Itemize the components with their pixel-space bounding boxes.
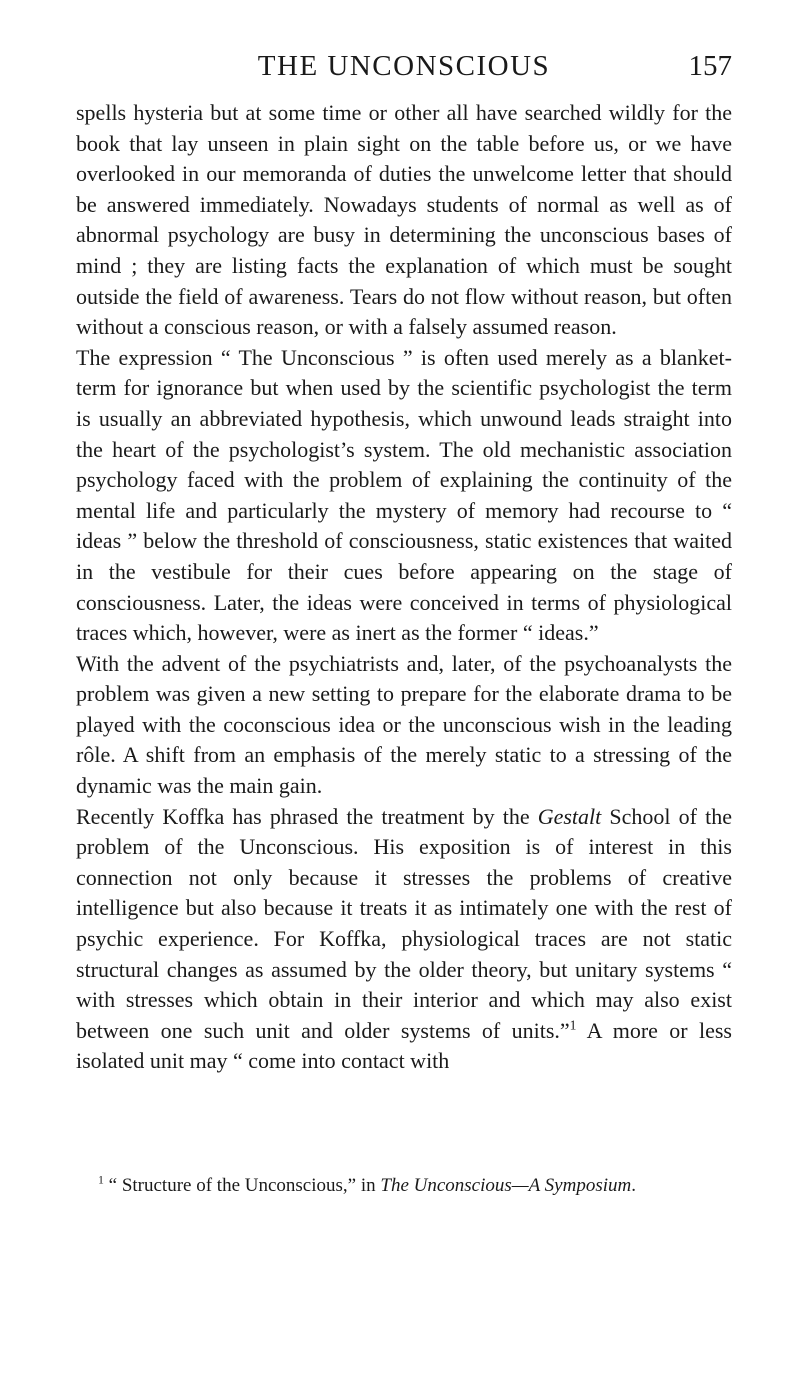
footnote-italic-title: The Unconscious—A Symposium: [380, 1175, 632, 1196]
footnote-end: .: [631, 1175, 636, 1196]
footnote-body: “ Structure of the Unconscious,” in: [103, 1175, 381, 1196]
running-title: THE UNCONSCIOUS: [257, 50, 551, 82]
body-text: [76, 98, 732, 1077]
footnote-text: [76, 1172, 732, 1199]
running-head: [76, 46, 732, 86]
paragraph-4-tail: A more or less isolated unit may “ come into contact with: [76, 1017, 732, 1074]
page-number: 157: [688, 50, 732, 82]
paragraph-4-after: School of the problem of the Unconscious. His exposition is of interest in this connection not only because it stresses the problems of creative intelligence but also because it treats it as intimately one with the rest of psychic experience. For Koffka, physiological traces are not static structural changes as assumed by the older theory, but unitary systems “ with stresses which obtain in their interior and which may also exist between one such unit and older systems of units.”: [76, 803, 732, 1043]
footnote-mark: 1: [98, 1173, 104, 1187]
paragraph-4-before: Recently Koffka has phrased the treatment by the: [76, 803, 538, 829]
paragraph-3: With the advent of the psychiatrists and, later, of the psychoanalysts the problem was given a new setting to prepare for the elaborate drama to be played with the coconscious idea or the unconscious wish in the leading rôle. A shift from an emphasis of the merely static to a stressing of the dynamic was the main gain.: [76, 650, 732, 799]
paragraph-4-italic: Gestalt: [537, 803, 602, 829]
paragraph-1: spells hysteria but at some time or other all have searched wildly for the book that lay unseen in plain sight on the table before us, or we have overlooked in our memoranda of duties the unwelcome letter that should be answered immediately. Nowadays students of normal as well as of abnormal psychology are busy in determining the unconscious bases of mind ; they are listing facts the explanation of which must be sought outside the field of awareness. Tears do not flow without reason, but often without a conscious reason, or with a falsely assumed reason.: [76, 100, 732, 340]
footnote-reference: 1: [569, 1017, 577, 1033]
paragraph-4: [76, 802, 732, 1077]
paragraph-2: The expression “ The Unconscious ” is often used merely as a blanket-term for ignorance but when used by the scientific psychologist the term is usually an abbreviated hypothesis, which unwound leads straight into the heart of the psychologist’s system. The old mechanistic association psychology faced with the problem of explaining the continuity of the mental life and particularly the mystery of memory had recourse to “ ideas ” below the threshold of consciousness, static existences that waited in the vestibule for their cues before appearing on the stage of consciousness. Later, the ideas were conceived in terms of physiological traces which, however, were as inert as the former “ ideas.”: [76, 344, 732, 646]
footnote: [76, 1172, 732, 1199]
